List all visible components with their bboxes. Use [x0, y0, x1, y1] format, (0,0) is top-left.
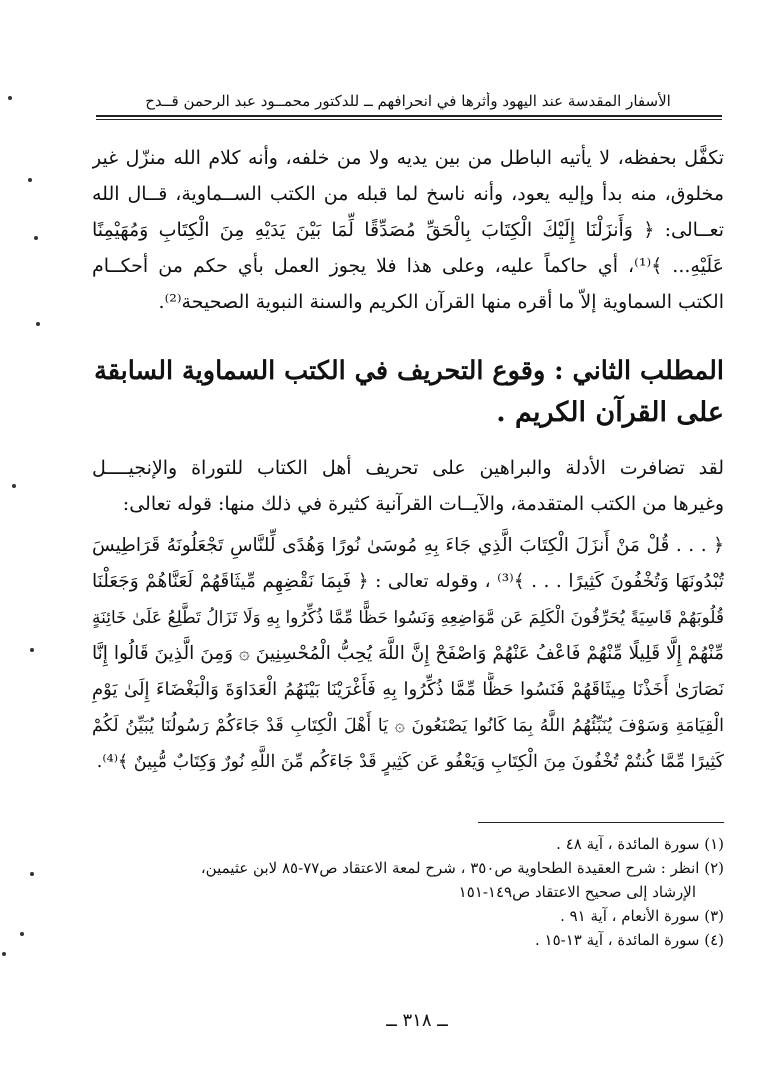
- page-number: ــ ٣١٨ ــ: [386, 1010, 448, 1031]
- verse-line: الْقِيَامَةِ وَسَوْفَ يُنَبِّئُهُمُ اللَّهُ بِمَا كَانُوا يَصْنَعُونَ ۞ يَا أَهْلَ الْكِتَابِ قَدْ جَاءَكُمْ رَسُولُنَا يُبَيِّنُ لَكُمْ: [92, 716, 724, 736]
- paragraph-line: لقد تضافرت الأدلة والبراهين على تحريف أهل الكتاب للتوراة والإنجيــــل: [92, 457, 724, 479]
- verse-line: نَصَارَىٰ أَخَذْنَا مِيثَاقَهُمْ فَنَسُوا حَظًّا مِّمَّا ذُكِّرُوا بِهِ فَأَغْرَيْنَا بَيْنَهُمُ الْعَدَاوَةَ وَالْبَغْضَاءَ إِلَىٰ يَوْمِ: [92, 679, 724, 700]
- running-header: الأسفار المقدسة عند اليهود وأثرها في انحرافهم ــ للدكتور محمــود عبد الرحمن قــدح: [145, 92, 671, 110]
- paragraph-line: عَلَيْهِ... ﴾⁽¹⁾، أي حاكماً عليه، وعلى هذا فلا يجوز العمل بأي حكم من أحكــام: [92, 255, 724, 277]
- header-rule-thin: [96, 119, 722, 120]
- scan-speck: [2, 952, 6, 956]
- scan-speck: [30, 872, 34, 876]
- footnote-rule: [478, 822, 724, 823]
- paragraph-line: تكفَّل بحفظه، لا يأتيه الباطل من بين يديه ولا من خلفه، وأنه كلام الله منزّل غير: [92, 147, 724, 169]
- scan-speck: [8, 96, 12, 100]
- scan-speck: [28, 178, 32, 182]
- footnote: (١) سورة المائدة ، آية ٤٨ .: [556, 835, 724, 853]
- paragraph-line: وغيرها من الكتب المتقدمة، والآيــات القرآنية كثيرة في ذلك منها: قوله تعالى:: [122, 493, 724, 515]
- scan-speck: [20, 932, 24, 936]
- header-rule: [96, 115, 722, 117]
- scan-speck: [12, 484, 16, 488]
- paragraph-line: تعــالى: ﴿ وَأَنزَلْنَا إِلَيْكَ الْكِتَابَ بِالْحَقِّ مُصَدِّقًا لِّمَا بَيْنَ يَدَيْهِ مِنَ الْكِتَابِ وَمُهَيْمِنًا: [92, 219, 724, 241]
- verse-line: قُلُوبَهُمْ قَاسِيَةً يُحَرِّفُونَ الْكَلِمَ عَن مَّوَاضِعِهِ وَنَسُوا حَظًّا مِّمَّا ذُكِّرُوا بِهِ وَلَا تَزَالُ تَطَّلِعُ عَلَىٰ خَائِنَةٍ: [92, 608, 724, 628]
- second-paragraph: [92, 450, 724, 522]
- quran-verses: [92, 528, 724, 780]
- heading-line: على القرآن الكريم .: [496, 397, 724, 428]
- footnote-continuation: الإرشاد إلى صحيح الاعتقاد ص١٤٩-١٥١: [458, 883, 696, 901]
- verse-line: ﴿ . . . قُلْ مَنْ أَنزَلَ الْكِتَابَ الَّذِي جَاءَ بِهِ مُوسَىٰ نُورًا وَهُدًى لِّلنَّاسِ تَجْعَلُونَهُ قَرَاطِيسَ: [92, 535, 724, 556]
- footnote: (٣) سورة الأنعام ، آية ٩١ .: [560, 907, 724, 925]
- scan-speck: [30, 648, 34, 652]
- verse-line: كَثِيرًا مِّمَّا كُنتُمْ تُخْفُونَ مِنَ الْكِتَابِ وَيَعْفُو عَن كَثِيرٍ قَدْ جَاءَكُم مِّنَ اللَّهِ نُورٌ وَكِتَابٌ مُّبِينٌ ﴾⁽⁴⁾.: [96, 752, 724, 772]
- scan-speck: [34, 236, 38, 240]
- paragraph-line: الكتب السماوية إلاّ ما أقره منها القرآن الكريم والسنة النبوية الصحيحة⁽²⁾.: [158, 291, 724, 313]
- scan-speck: [36, 322, 40, 326]
- heading-line: المطلب الثاني : وقوع التحريف في الكتب السماوية السابقة: [94, 356, 724, 386]
- verse-line: تُبْدُونَهَا وَتُخْفُونَ كَثِيرًا . . . ﴾⁽³⁾ ، وقوله تعالى : ﴿ فَبِمَا نَقْضِهِم مِّيثَاقَهُمْ لَعَنَّاهُمْ وَجَعَلْنَا: [92, 571, 724, 592]
- paragraph-line: مخلوق، منه بدأ وإليه يعود، وأنه ناسخ لما قبله من الكتب الســماوية، قــال الله: [92, 183, 724, 205]
- footnote: (٤) سورة المائدة ، آية ١٣-١٥ .: [534, 931, 724, 949]
- verse-line: مِّنْهُمْ إِلَّا قَلِيلًا مِّنْهُمْ فَاعْفُ عَنْهُمْ وَاصْفَحْ إِنَّ اللَّهَ يُحِبُّ الْمُحْسِنِينَ ۞ وَمِنَ الَّذِينَ قَالُوا إِنَّا: [92, 643, 724, 664]
- intro-paragraph: [92, 140, 724, 320]
- footnotes: [92, 832, 724, 952]
- footnote: (٢) انظر : شرح العقيدة الطحاوية ص٣٥٠ ، شرح لمعة الاعتقاد ص٧٧-٨٥ لابن عثيمين،: [200, 859, 724, 877]
- section-heading: [92, 350, 724, 434]
